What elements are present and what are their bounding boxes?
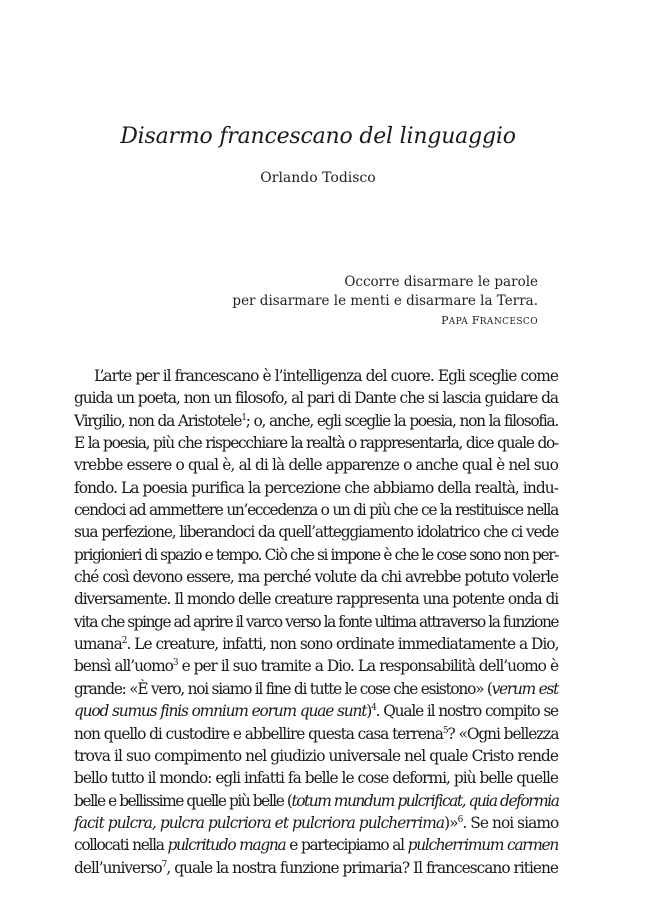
text-segment: bello tutto il mondo: egli infatti fa belle le cose deformi, più belle quelle — [74, 769, 558, 788]
text-line — [74, 745, 558, 767]
article-author: Orlando Todisco — [260, 170, 376, 186]
text-segment: E la poesia, più che rispecchiare la realtà o rappresentarla, dice quale do- — [74, 434, 558, 453]
text-segment: cendoci ad ammettere un’eccedenza o un di più che ce la restituisce nella — [74, 501, 558, 520]
body-paragraph — [74, 365, 558, 879]
latin-quote: verum est — [491, 679, 559, 698]
text-segment: , quale la nostra funzione primaria? Il francescano ritiene — [166, 858, 558, 877]
text-line — [74, 566, 558, 588]
text-line — [74, 387, 558, 409]
text-line — [74, 790, 558, 812]
latin-quote: totum mundum pulcrificat, quia deformia — [291, 791, 559, 810]
text-line — [74, 857, 558, 879]
text-line — [74, 499, 558, 521]
text-segment: umana — [74, 635, 122, 654]
text-segment: vrebbe essere o qual è, al di là delle apparenze o anche qual è nel suo — [74, 456, 558, 475]
text-segment: prigionieri di spazio e tempo. Ciò che si impone è che le cose sono non per- — [74, 545, 558, 564]
footnote-ref: 1 — [241, 412, 246, 423]
latin-quote: pulcherrimum carmen — [407, 836, 558, 855]
text-segment: trova il suo compimento nel giudizio universale nel quale Cristo rende — [74, 746, 558, 765]
latin-quote: facit pulcra, pulcra pulcriora et pulcriora pulcherrima — [74, 813, 445, 832]
text-segment: non quello di custodire e abbellire questa casa terrena — [74, 724, 443, 743]
epigraph-source — [232, 311, 538, 332]
text-line — [74, 544, 558, 566]
text-segment: ché così devono essere, ma perché volute da chi avrebbe potuto volerle — [74, 568, 558, 587]
text-segment: vita che spinge ad aprire il varco verso la fonte ultima attraverso la funzione — [74, 612, 559, 631]
text-segment: sua perfezione, liberandoci da quell’atteggiamento idolatrico che ci vede — [74, 523, 558, 542]
footnote-ref: 6 — [457, 814, 463, 825]
text-line — [74, 723, 558, 745]
text-line — [74, 655, 558, 677]
epigraph-source-initial: F — [471, 314, 480, 327]
text-segment: diversamente. Il mondo delle creature rappresenta una potente onda di — [74, 590, 558, 609]
text-segment: belle e bellissime quelle più belle ( — [74, 791, 292, 810]
text-segment: . Quale il nostro compito se — [375, 702, 558, 721]
footnote-ref: 7 — [161, 859, 167, 870]
text-segment: grande: «È vero, noi siamo il fine di tutte le cose che esistono» ( — [74, 679, 492, 698]
text-segment: ) — [366, 702, 372, 721]
text-segment: . Le creature, infatti, non sono ordinate immediatamente a Dio, — [126, 635, 559, 654]
epigraph-source-initial: P — [441, 314, 449, 327]
epigraph-line: Occorre disarmare le parole — [344, 274, 538, 290]
text-segment: Virgilio, non da Aristotele — [74, 411, 242, 430]
text-line — [74, 588, 558, 610]
text-line — [74, 812, 558, 834]
text-line — [74, 410, 558, 432]
text-line — [74, 365, 558, 387]
text-segment: fondo. La poesia purifica la percezione che abbiamo della realtà, indu- — [74, 478, 558, 497]
text-line — [74, 611, 558, 633]
footnote-ref: 5 — [442, 725, 448, 736]
text-line — [74, 521, 558, 543]
article-title: Disarmo francescano del linguaggio — [120, 124, 516, 149]
text-line — [74, 700, 558, 722]
text-line — [74, 633, 558, 655]
text-segment: )» — [444, 813, 458, 832]
text-segment: e partecipiamo al — [285, 836, 408, 855]
text-segment: dell’universo — [74, 858, 162, 877]
text-segment: collocati nella — [74, 836, 168, 855]
text-line — [74, 454, 558, 476]
text-line — [74, 477, 558, 499]
footnote-ref: 2 — [121, 636, 127, 647]
text-segment: ? «Ogni bellezza — [447, 724, 559, 743]
text-segment: e per il suo tramite a Dio. La responsabilità dell’uomo è — [177, 657, 558, 676]
text-segment: bensì all’uomo — [74, 657, 173, 676]
text-segment: ; o, anche, egli sceglie la poesia, non la filosofia. — [245, 411, 558, 430]
latin-quote: pulcritudo magna — [167, 836, 286, 855]
latin-quote: quod sumus finis omnium eorum quae sunt — [74, 702, 367, 721]
text-line — [74, 432, 558, 454]
epigraph-source-smallcaps: APA — [448, 317, 469, 327]
epigraph-line: per disarmare le menti e disarmare la Terra. — [232, 293, 538, 309]
epigraph — [232, 273, 538, 332]
text-line — [74, 834, 558, 856]
footnote-ref: 3 — [172, 658, 178, 669]
footnote-ref: 4 — [371, 703, 376, 714]
epigraph-source-smallcaps: RANCESCO — [479, 317, 538, 327]
text-segment: guida un poeta, non un filosofo, al pari di Dante che si lascia guidare da — [74, 389, 558, 408]
text-line — [74, 767, 558, 789]
text-line — [74, 678, 558, 700]
text-segment: . Se noi siamo — [462, 813, 559, 832]
text-segment: L’arte per il francescano è l’intelligenza del cuore. Egli sceglie come — [94, 367, 558, 385]
